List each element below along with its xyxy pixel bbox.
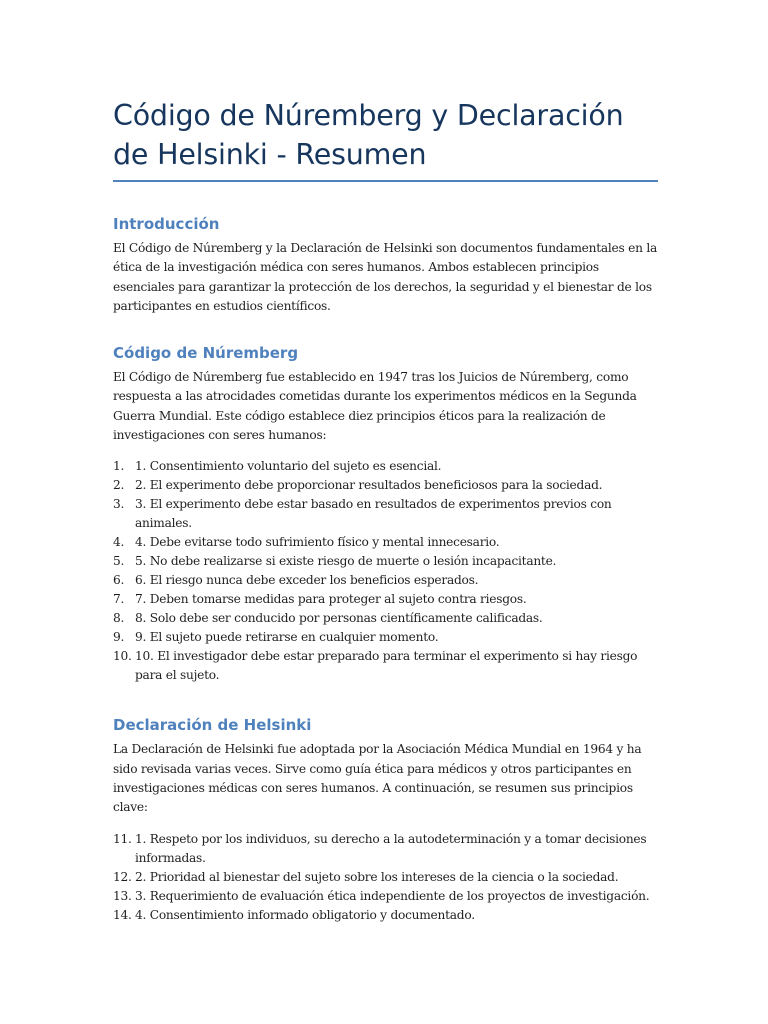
section-heading-helsinki: Declaración de Helsinki: [113, 716, 312, 735]
list-item-text: 2. El experimento debe proporcionar resultados beneficiosos para la sociedad.: [135, 478, 603, 493]
list-item-text: 6. El riesgo nunca debe exceder los beneficios esperados.: [135, 573, 479, 588]
list-item: [113, 495, 658, 533]
list-item-number: 8.: [113, 611, 125, 626]
list-item: [113, 590, 658, 609]
list-item-number: 11.: [113, 831, 132, 846]
list-item-number: 10.: [113, 649, 132, 664]
document-title: Código de Núremberg y Declaración de Helsinki - Resumen: [113, 96, 658, 182]
list-item-text: 3. El experimento debe estar basado en resultados de experimentos previos con animales.: [135, 497, 612, 531]
list-item-text: 4. Debe evitarse todo sufrimiento físico y mental innecesario.: [135, 535, 500, 550]
list-item: [113, 906, 658, 925]
list-item-text: 1. Consentimiento voluntario del sujeto es esencial.: [135, 459, 442, 474]
section-heading-nuremberg: Código de Núremberg: [113, 344, 299, 363]
list-item-text: 9. El sujeto puede retirarse en cualquier momento.: [135, 630, 439, 645]
list-item: [113, 533, 658, 552]
list-item-text: 5. No debe realizarse si existe riesgo de muerte o lesión incapacitante.: [135, 554, 557, 569]
list-item-number: 1.: [113, 459, 125, 474]
nuremberg-principles-list: [113, 457, 658, 685]
list-item-text: 10. El investigador debe estar preparado para terminar el experimento si hay riesgo para el sujeto.: [135, 649, 638, 683]
section-paragraph-nuremberg: El Código de Núremberg fue establecido en 1947 tras los Juicios de Núremberg, como respuesta a las atrocidades cometidas durante los experimentos médicos en la Segunda Guerra Mundial. Este código establece diez principios éticos para la realización de investigaciones con seres humanos:: [113, 370, 637, 443]
list-item: [113, 647, 658, 685]
list-item: [113, 868, 658, 887]
list-item: [113, 609, 658, 628]
section-paragraph-introduccion: El Código de Núremberg y la Declaración de Helsinki son documentos fundamentales en la ética de la investigación médica con seres humanos. Ambos establecen principios esenciales para garantizar la protección de los derechos, la seguridad y el bienestar de los participantes en estudios científicos.: [113, 241, 657, 313]
list-item-text: 4. Consentimiento informado obligatorio y documentado.: [135, 907, 475, 922]
document-body: [113, 96, 658, 925]
list-item: [113, 552, 658, 571]
list-item-number: 13.: [113, 888, 132, 903]
list-item-number: 7.: [113, 592, 125, 607]
section-heading-introduccion: Introducción: [113, 215, 220, 233]
list-item: [113, 887, 658, 906]
list-item-text: 8. Solo debe ser conducido por personas científicamente calificadas.: [135, 611, 543, 626]
list-item: [113, 571, 658, 590]
list-item-number: 3.: [113, 497, 125, 512]
list-item-number: 6.: [113, 573, 125, 588]
list-item-text: 7. Deben tomarse medidas para proteger al sujeto contra riesgos.: [135, 592, 527, 607]
list-item-text: 2. Prioridad al bienestar del sujeto sobre los intereses de la ciencia o la sociedad.: [135, 869, 619, 884]
list-item-text: 1. Respeto por los individuos, su derecho a la autodeterminación y a tomar decisiones informadas.: [135, 831, 647, 865]
list-item-text: 3. Requerimiento de evaluación ética independiente de los proyectos de investigación.: [135, 888, 650, 903]
list-item-number: 14.: [113, 907, 132, 922]
list-item: [113, 628, 658, 647]
list-item-number: 12.: [113, 869, 132, 884]
list-item-number: 2.: [113, 478, 125, 493]
list-item: [113, 476, 658, 495]
section-paragraph-helsinki: La Declaración de Helsinki fue adoptada por la Asociación Médica Mundial en 1964 y ha sido revisada varias veces. Sirve como guía ética para médicos y otros participantes en investigaciones médicas con seres humanos. A continuación, se resumen sus principios clave:: [113, 742, 642, 815]
list-item: [113, 830, 658, 868]
list-item-number: 9.: [113, 630, 125, 645]
list-item: [113, 457, 658, 476]
list-item-number: 4.: [113, 535, 125, 550]
list-item-number: 5.: [113, 554, 125, 569]
helsinki-principles-list: [113, 830, 658, 925]
